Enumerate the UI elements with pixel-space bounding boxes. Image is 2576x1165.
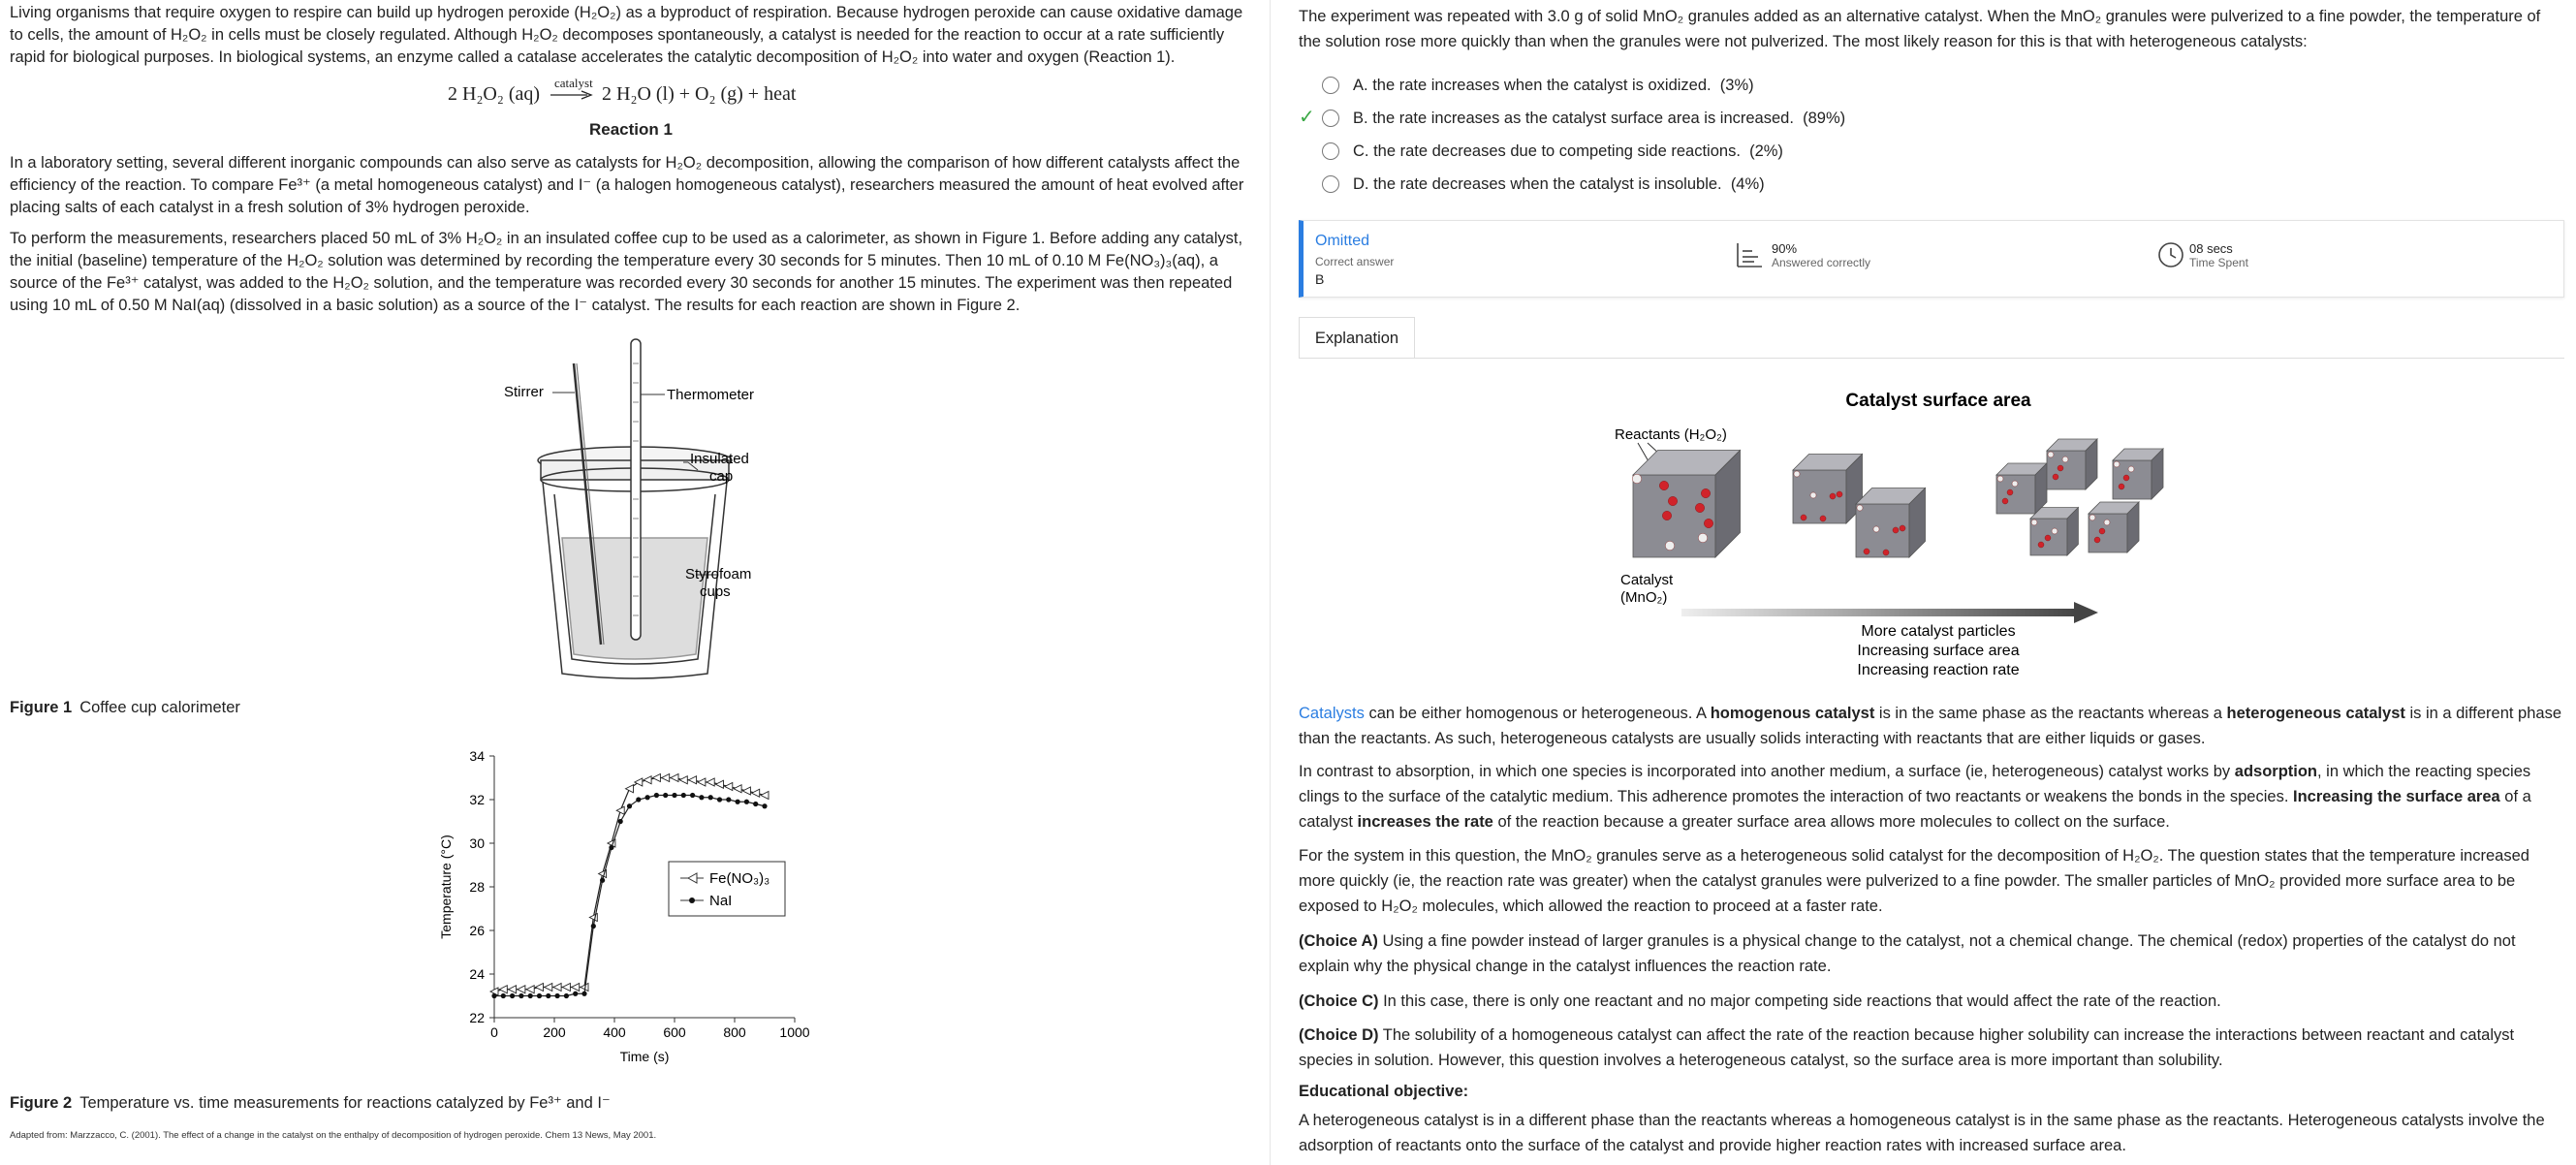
fe-data-point (679, 776, 687, 784)
legend-label-fe: Fe(NO₃)₃ (709, 870, 770, 887)
reactant-molecule (2099, 528, 2105, 534)
reactant-molecule (1820, 516, 1826, 521)
question-stem: The experiment was repeated with 3.0 g of solid MnO₂ granules added as an alternative catalyst. When the MnO₂ granules were pulverized to a fine powder, the temperature of the solution rose more quickly than when the granules were not pulverized. The most likely reason for this is that with heterogeneous catalysts: (1299, 8, 2541, 50)
fe-data-point (526, 986, 534, 993)
explanation-paragraph-2 (1299, 759, 2564, 834)
fe-data-point (572, 984, 580, 992)
increase-arrow-shaft (1681, 609, 2079, 616)
nai-data-point (573, 992, 578, 996)
time-spent-value: 08 secs (2189, 240, 2233, 256)
passage-paragraph-1: Living organisms that require oxygen to respire can build up hydrogen peroxide (H₂O₂) as a byproduct of respiration. Because hydrogen peroxide can cause oxidative damage to cells, the amount of H₂O₂ in cells must be closely regulated. Although H₂O₂ decomposes spontaneously, a catalyst is needed for the reaction to occur at a rate sufficiently rapid for biological purposes. In biological systems, an enzyme called a catalase accelerates the catalytic decomposition of H₂O₂ into water and oxygen (Reaction 1). (10, 4, 1243, 66)
nai-data-point (591, 924, 596, 929)
legend-label-nai: NaI (709, 893, 733, 909)
choice-d-pct: (4%) (1730, 174, 1765, 193)
fe-data-point (635, 778, 643, 786)
figure-1-caption (10, 699, 240, 717)
choice-d-expl-label: (Choice D) (1299, 1026, 1379, 1044)
choice-a-radio[interactable] (1322, 77, 1339, 94)
tab-underline (1299, 358, 2564, 359)
increase-arrow-icon (2074, 602, 2098, 623)
nai-data-point (645, 795, 650, 800)
choice-a-letter: A. (1353, 76, 1368, 94)
choice-b[interactable] (1322, 106, 1845, 131)
reactants-label: Reactants (H₂O₂) (1615, 426, 1727, 443)
p2-text-a: In contrast to absorption, in which one species is incorporated into another medium, a surface (ie, heterogeneous) catalyst works by (1299, 763, 2235, 780)
bar-chart-icon (1735, 240, 1764, 269)
nai-data-point (528, 993, 533, 998)
reactant-molecule (2002, 498, 2008, 504)
choice-c-pct: (2%) (1749, 142, 1783, 160)
reactant-molecule (2119, 484, 2124, 489)
reactant-molecule (2094, 537, 2100, 543)
y-tick-label: 28 (469, 879, 485, 895)
nai-data-point (672, 793, 676, 798)
explanation-caption-1: More catalyst particles (1861, 623, 2016, 640)
explanation-figure-title: Catalyst surface area (1845, 391, 2031, 411)
p2-text-c: , in which the reacting species clings to the surface of the catalytic medium. This adherence promotes the interaction of two reactants or weakens the bonds in the species. (1299, 763, 2531, 805)
catalyst-label-1: Catalyst (1620, 572, 1674, 588)
reaction-equation (448, 76, 797, 106)
nai-data-point (663, 793, 668, 798)
choice-c-expl-text: In this case, there is only one reactant and no major competing side reactions that would affect the rate of the reaction. (1378, 992, 2221, 1010)
nai-data-point (762, 803, 767, 808)
reactant-molecule (2128, 466, 2134, 472)
choice-d-expl-text: The solubility of a homogeneous catalyst can affect the rate of the reaction because higher solubility can increase the interactions between reactant and catalyst species in solution. However, this question involves a heterogeneous catalyst, so the surface area is more important than solubility. (1299, 1026, 2515, 1069)
catalysts-link[interactable]: Catalysts (1299, 705, 1365, 722)
cups-label-2: cups (700, 583, 731, 600)
p1-text-c: is in the same phase as the reactants whereas a (1874, 705, 2227, 722)
explanation-caption-3: Increasing reaction rate (1857, 662, 2020, 678)
fe-data-point (545, 984, 552, 992)
p2-bold-increases-rate: increases the rate (1357, 813, 1493, 831)
reactant-molecule (2053, 474, 2058, 480)
nai-data-point (600, 878, 605, 883)
p1-bold-homogenous: homogenous catalyst (1710, 705, 1875, 722)
reactant-molecule (2045, 535, 2051, 541)
reactant-molecule (1668, 496, 1677, 505)
reactant-molecule (1701, 488, 1710, 497)
correct-answer-label: Correct answer (1315, 255, 1395, 268)
fe-data-point (752, 789, 760, 797)
answer-stats-panel (1299, 220, 2564, 298)
figure-1-number: Figure 1 (10, 699, 73, 716)
temperature-chart (426, 732, 843, 1081)
reactant-molecule (1794, 471, 1800, 477)
nai-data-point (510, 993, 515, 998)
reactant-molecule (2062, 457, 2068, 462)
reactant-molecule (1695, 503, 1704, 512)
x-tick-label: 800 (723, 1024, 746, 1040)
equation-catalyst: catalyst (554, 76, 593, 90)
explanation-choice-a (1299, 929, 2564, 979)
choice-b-letter: B. (1353, 109, 1368, 127)
percent-correct-block (1735, 240, 1870, 269)
fe-data-point (761, 792, 769, 800)
reactant-molecule (2012, 481, 2018, 487)
choice-d-radio[interactable] (1322, 175, 1339, 193)
stirrer-label: Stirrer (504, 384, 544, 400)
reactant-molecule (1857, 505, 1863, 511)
reactant-molecule (2048, 452, 2054, 457)
choice-a-text: the rate increases when the catalyst is oxidized. (1372, 76, 1712, 94)
choice-a-pct: (3%) (1719, 76, 1754, 94)
pane-divider (1270, 0, 1271, 1165)
fe-data-point (562, 984, 570, 992)
calorimeter-diagram (485, 334, 892, 683)
nai-data-point (708, 795, 713, 800)
time-spent-block (2156, 240, 2248, 269)
nai-data-point (699, 795, 704, 800)
p1-text-d: is in a different phase than the reactants. As such, heterogeneous catalysts are usually solids interacting with reactants that are either liquids or gases. (1299, 705, 2561, 747)
y-tick-label: 34 (469, 748, 485, 764)
fe-data-point (509, 986, 517, 993)
reactant-molecule (1665, 541, 1674, 550)
fe-data-point (671, 774, 678, 782)
reactant-molecule (1997, 476, 2003, 482)
explanation-paragraph-1 (1299, 701, 2564, 751)
nai-data-point (501, 993, 506, 998)
choice-a-expl-text: Using a fine powder instead of larger granules is a physical change to the catalyst, not a chemical change. The chemical (redox) properties of the catalyst do not explain why the physical change in the catalyst influences the reaction rate. (1299, 932, 2516, 975)
nai-data-point (726, 797, 731, 802)
x-tick-label: 200 (543, 1024, 566, 1040)
figure-1-caption-text: Coffee cup calorimeter (79, 699, 240, 716)
reactant-molecule (2123, 475, 2129, 481)
nai-data-point (609, 845, 613, 850)
choice-b-text: the rate increases as the catalyst surface area is increased. (1372, 109, 1794, 127)
educational-objective-title: Educational objective: (1299, 1083, 1469, 1100)
reactant-molecule (2089, 515, 2095, 520)
reactant-molecule (1893, 527, 1899, 533)
x-tick-label: 1000 (779, 1024, 810, 1040)
passage-pane (0, 0, 1260, 1165)
nai-data-point (491, 993, 496, 998)
nai-data-point (555, 993, 560, 998)
x-tick-label: 0 (490, 1024, 498, 1040)
y-axis-label: Temperature (°C) (438, 834, 454, 939)
fe-data-point (742, 787, 750, 795)
fe-data-point (734, 785, 741, 793)
figure-2-caption (10, 1093, 611, 1113)
figure-2-caption-text: Temperature vs. time measurements for reactions catalyzed by Fe³⁺ and I⁻ (79, 1094, 611, 1112)
nai-data-point (753, 802, 758, 806)
fe-data-point (518, 986, 525, 993)
reaction-label: Reaction 1 (589, 120, 673, 139)
nai-data-point (546, 993, 550, 998)
reactant-molecule (2114, 461, 2120, 467)
nai-data-point (636, 797, 641, 802)
reactant-molecule (1659, 481, 1668, 489)
passage-paragraph-3: To perform the measurements, researchers placed 50 mL of 3% H₂O₂ in an insulated coffee cup to be used as a calorimeter, as shown in Figure 1. Before adding any catalyst, the initial (baseline) temperature of the H₂O₂ solution was determined by recording the temperature every 30 seconds for 5 minutes. Then 10 mL of 0.10 M Fe(NO₃)₃(aq), a source of the Fe³⁺ catalyst, was added to the H₂O₂ solution, and the temperature was recorded every 30 seconds for another 15 minutes. The experiment was then repeated using 10 mL of 0.50 M NaI(aq) (dissolved in a basic solution) as a source of the I⁻ catalyst. The results for each reaction are shown in Figure 2. (10, 230, 1243, 314)
explanation-caption-2: Increasing surface area (1857, 643, 2020, 659)
equation-left: 2 H₂O₂ (aq) (448, 83, 541, 105)
nai-data-point (681, 793, 686, 798)
reaction-arrow-icon (549, 89, 593, 101)
reactant-molecule (1632, 474, 1641, 483)
source-note: Adapted from: Marzzacco, C. (2001). The effect of a change in the catalyst on the enthalpy of decomposition of hydrogen peroxide. Chem 13 News, May 2001. (10, 1130, 657, 1141)
chart-legend (669, 862, 785, 916)
fe-data-point (553, 984, 561, 992)
fe-data-point (725, 783, 733, 791)
nai-data-point (618, 819, 623, 824)
y-tick-label: 24 (469, 966, 485, 982)
fe-data-point (716, 780, 724, 788)
y-tick-label: 32 (469, 792, 485, 807)
p2-text-d: of a catalyst (1299, 788, 2531, 831)
p2-bold-adsorption: adsorption (2234, 763, 2318, 780)
nai-data-point (581, 992, 586, 996)
figure-2-number: Figure 2 (10, 1094, 73, 1112)
p1-bold-heterogeneous: heterogeneous catalyst (2226, 705, 2405, 722)
cap-label-2: cap (709, 468, 734, 485)
explanation-choice-d (1299, 1023, 2564, 1073)
nai-data-point (564, 993, 569, 998)
p2-text-e: of the reaction because a greater surface area allows more molecules to collect on the surface. (1492, 813, 2170, 831)
choice-c[interactable] (1322, 139, 1783, 164)
reactant-molecule (1900, 525, 1905, 531)
y-tick-label: 26 (469, 923, 485, 938)
choice-d-letter: D. (1353, 174, 1369, 193)
reactant-molecule (1883, 550, 1889, 555)
p2-bold-surface-area: Increasing the surface area (2293, 788, 2500, 805)
nai-data-point (518, 993, 523, 998)
correct-answer-value: B (1315, 271, 1325, 287)
catalyst-surface-area-figure (1599, 383, 2278, 683)
choice-b-radio[interactable] (1322, 110, 1339, 127)
p1-text-a: can be either homogenous or heterogeneous. A (1364, 705, 1711, 722)
tab-explanation[interactable]: Explanation (1299, 317, 1415, 359)
reactant-molecule (2007, 489, 2013, 495)
nai-data-point (690, 793, 695, 798)
y-tick-label: 30 (469, 835, 485, 851)
catalyst-label-2: (MnO₂) (1620, 589, 1668, 606)
choice-c-expl-label: (Choice C) (1299, 992, 1379, 1010)
nai-data-point (736, 800, 740, 804)
reactant-molecule (1704, 519, 1712, 527)
choice-c-radio[interactable] (1322, 142, 1339, 160)
clock-icon (2156, 240, 2185, 269)
reactant-molecule (1810, 492, 1816, 498)
x-tick-label: 400 (603, 1024, 626, 1040)
correct-check-icon: ✓ (1299, 107, 1315, 128)
fe-data-point (689, 776, 697, 784)
fe-data-point (698, 778, 706, 786)
fe-data-point (616, 806, 624, 814)
explanation-paragraph-3: For the system in this question, the MnO₂ granules serve as a heterogeneous solid catalyst for the decomposition of H₂O₂. The question states that the temperature increased more quickly (ie, the reaction rate was greater) when the catalyst granules were pulverized to a fine powder. The smaller particles of MnO₂ provided more surface area to be exposed to H₂O₂ molecules, which allowed the reaction to proceed at a faster rate. (1299, 847, 2529, 915)
choice-a-expl-label: (Choice A) (1299, 932, 1378, 950)
reactant-molecule (1837, 491, 1842, 497)
fe-data-point (499, 986, 507, 993)
fe-data-point (707, 778, 714, 786)
educational-objective-text: A heterogeneous catalyst is in a different phase than the reactants whereas a homogeneous catalyst is in the same phase as the reactants. Heterogeneous catalysts involve the adsorption of reactants onto the surface of the catalyst and provide higher reaction rates with increased surface area. (1299, 1112, 2545, 1154)
y-tick-label: 22 (469, 1010, 485, 1025)
nai-data-point (537, 993, 542, 998)
passage-paragraph-2: In a laboratory setting, several different inorganic compounds can also serve as catalysts for H₂O₂ decomposition, allowing the comparison of how different catalysts affect the efficiency of the reaction. To compare Fe³⁺ (a metal homogeneous catalyst) and I⁻ (a halogen homogeneous catalyst), researchers measured the amount of heat evolved after placing salts of each catalyst in a fresh solution of 3% hydrogen peroxide. (10, 154, 1244, 216)
reactant-molecule (2038, 542, 2044, 548)
reactant-molecule (2031, 520, 2037, 525)
reactant-molecule (2104, 520, 2110, 525)
nai-data-point (717, 797, 722, 802)
reactant-molecule (1873, 526, 1879, 532)
reactant-molecule (1830, 493, 1836, 499)
choice-a[interactable] (1322, 73, 1754, 98)
x-axis-label: Time (s) (619, 1049, 670, 1064)
percent-correct-label: Answered correctly (1772, 255, 1871, 269)
time-spent-label: Time Spent (2189, 255, 2248, 269)
choice-c-letter: C. (1353, 142, 1369, 160)
legend-marker-nai (689, 897, 695, 903)
nai-data-point (627, 803, 632, 808)
catalyst-particles (1632, 439, 2163, 557)
percent-correct-value: 90% (1772, 240, 1798, 256)
reactant-molecule (1801, 515, 1806, 520)
reactant-molecule (1662, 511, 1671, 520)
nai-data-point (654, 793, 659, 798)
choice-c-text: the rate decreases due to competing side reactions. (1373, 142, 1741, 160)
equation-right: 2 H₂O (l) + O₂ (g) + heat (602, 83, 797, 105)
nai-data-point (744, 800, 749, 804)
fe-data-point (652, 774, 660, 782)
question-pane (1299, 0, 2564, 1165)
reactant-molecule (1864, 549, 1869, 554)
fe-data-point (662, 774, 670, 782)
choice-b-pct: (89%) (1803, 109, 1846, 127)
reactant-molecule (2052, 528, 2058, 534)
choice-d-text: the rate decreases when the catalyst is insoluble. (1373, 174, 1722, 193)
reactant-molecule (1698, 533, 1707, 542)
choice-d[interactable] (1322, 172, 1765, 197)
fe-data-point (644, 776, 651, 784)
cups-label-1: Styrofoam (685, 566, 752, 582)
fe-data-point (536, 984, 544, 992)
answer-status: Omitted (1315, 233, 1370, 249)
reactant-molecule (2058, 465, 2063, 471)
fe-data-point (626, 785, 634, 793)
thermometer-label: Thermometer (667, 387, 755, 403)
x-tick-label: 600 (663, 1024, 686, 1040)
cap-label-1: Insulated (690, 451, 749, 467)
explanation-choice-c (1299, 989, 2564, 1014)
